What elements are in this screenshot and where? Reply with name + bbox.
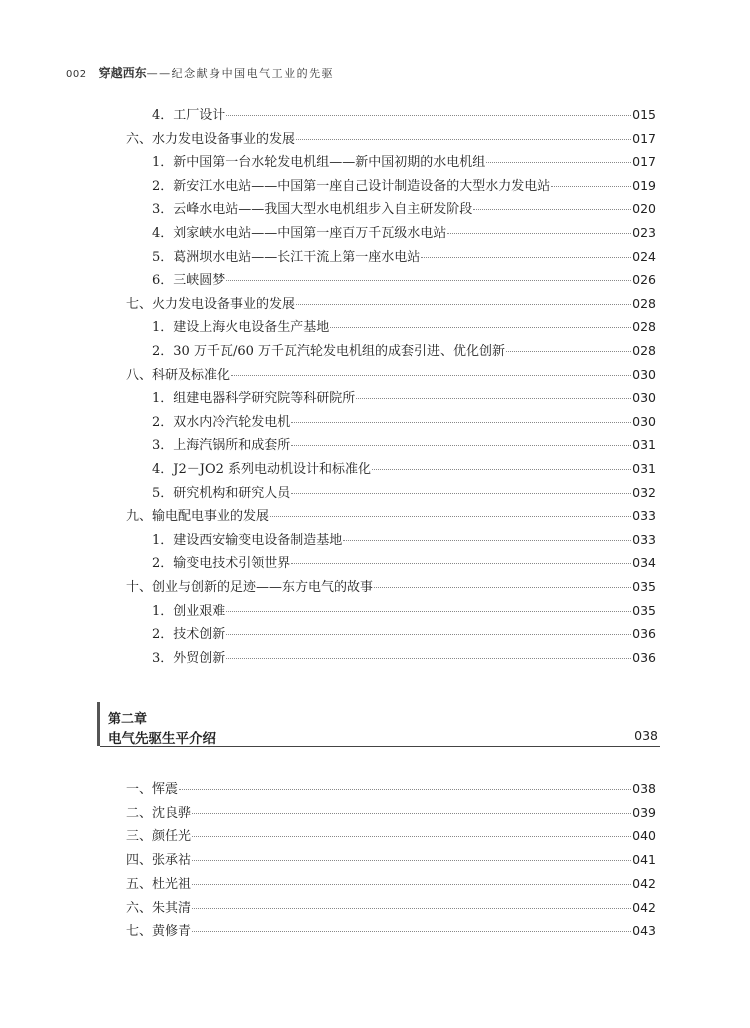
toc-entry-page: 038 — [632, 781, 656, 796]
toc-entry-page: 042 — [632, 875, 656, 891]
dot-leader — [473, 209, 631, 210]
dot-leader — [291, 445, 631, 446]
toc-entry-page: 035 — [632, 579, 656, 594]
toc-entry-page: 039 — [632, 804, 656, 820]
toc-entry[interactable] — [152, 603, 656, 619]
toc-entry-label: 3．上海汽锅所和成套所 — [152, 438, 291, 454]
toc-entry[interactable] — [152, 650, 656, 666]
dot-leader — [296, 139, 631, 140]
toc-entry-page: 040 — [632, 828, 656, 844]
toc-entry[interactable] — [126, 131, 656, 147]
toc-entry-page: 028 — [632, 319, 656, 335]
toc-entry-label: 1．建设上海火电设备生产基地 — [152, 320, 330, 336]
toc-entry-label: 4．刘家峡水电站——中国第一座百万千瓦级水电站 — [152, 226, 447, 241]
toc-entry-label: 2．30 万千瓦/60 万千瓦汽轮发电机组的成套引进、优化创新 — [152, 344, 505, 359]
toc-entry-page: 030 — [632, 366, 656, 382]
toc-entry-page: 031 — [632, 437, 656, 453]
toc-entry-page: 033 — [632, 531, 656, 547]
toc-entry-page: 036 — [632, 626, 656, 642]
toc-entry-page: 035 — [632, 602, 656, 618]
toc-entry[interactable] — [152, 485, 656, 501]
chapter-page-number: 038 — [634, 728, 658, 743]
toc-entry-page: 028 — [632, 343, 656, 358]
dot-leader — [179, 789, 631, 790]
dot-leader — [192, 884, 631, 885]
dot-leader — [270, 516, 631, 517]
toc-entry[interactable] — [152, 555, 656, 571]
toc-entry-label: 2．双水内冷汽轮发电机 — [152, 414, 291, 430]
toc-entry-label: 1．组建电器科学研究院等科研院所 — [152, 391, 356, 407]
toc-entry-label: 2．技术创新 — [152, 627, 226, 643]
chapter-heading — [97, 702, 660, 746]
dot-leader — [226, 611, 631, 612]
toc-entry-label: 5．葛洲坝水电站——长江干流上第一座水电站 — [152, 249, 421, 265]
dot-leader — [192, 908, 631, 909]
toc-entry-label: 4．工厂设计 — [152, 108, 226, 123]
running-header — [66, 64, 334, 81]
dot-leader — [374, 587, 631, 588]
toc-entry[interactable] — [152, 178, 656, 194]
toc-entry[interactable] — [126, 579, 656, 595]
toc-entry[interactable] — [126, 805, 656, 821]
dot-leader — [192, 860, 631, 861]
toc-entry-label: 三、颜任光 — [126, 829, 192, 845]
toc-entry-page: 023 — [632, 225, 656, 240]
dot-leader — [296, 304, 631, 305]
toc-entry-page: 015 — [632, 107, 656, 122]
dot-leader — [343, 540, 631, 541]
toc-entry-label: 九、输电配电事业的发展 — [126, 509, 270, 525]
header-book-title: 穿越西东 — [98, 66, 147, 80]
toc-entry[interactable] — [126, 900, 656, 916]
toc-entry-page: 026 — [632, 272, 656, 288]
dot-leader — [291, 493, 631, 494]
toc-entry[interactable] — [152, 225, 656, 241]
toc-entry-page: 031 — [632, 461, 656, 476]
dot-leader — [372, 469, 631, 470]
toc-entry-page: 043 — [632, 923, 656, 939]
toc-entry-label: 一、恽震 — [126, 782, 179, 797]
toc-entry-label: 2．输变电技术引领世界 — [152, 556, 291, 572]
toc-entry[interactable] — [152, 343, 656, 359]
toc-entry-label: 1．创业艰难 — [152, 603, 226, 619]
toc-entry[interactable] — [152, 107, 656, 123]
toc-entry[interactable] — [152, 532, 656, 548]
dot-leader — [291, 563, 631, 564]
toc-entry[interactable] — [152, 201, 656, 217]
toc-entry[interactable] — [152, 390, 656, 406]
toc-entry-label: 八、科研及标准化 — [126, 367, 231, 383]
dot-leader — [356, 398, 631, 399]
toc-entry[interactable] — [152, 414, 656, 430]
dot-leader — [192, 836, 631, 837]
chapter-title: 电气先驱生平介绍 — [108, 731, 216, 747]
header-subtitle: ——纪念献身中国电气工业的先驱 — [146, 67, 335, 80]
toc-entry[interactable] — [152, 626, 656, 642]
toc-entry-page: 042 — [632, 899, 656, 915]
dot-leader — [447, 233, 631, 234]
toc-entry[interactable] — [152, 249, 656, 265]
chapter-rule — [100, 746, 660, 747]
toc-entry-label: 2．新安江水电站——中国第一座自己设计制造设备的大型水力发电站 — [152, 178, 551, 194]
dot-leader — [486, 162, 631, 163]
toc-entry-label: 五、杜光祖 — [126, 876, 192, 892]
toc-entry[interactable] — [126, 508, 656, 524]
toc-entry-label: 十、创业与创新的足迹——东方电气的故事 — [126, 580, 374, 595]
toc-entry[interactable] — [152, 437, 656, 453]
toc-entry[interactable] — [152, 319, 656, 335]
dot-leader — [226, 634, 631, 635]
toc-entry-label: 6．三峡圆梦 — [152, 273, 226, 289]
dot-leader — [291, 422, 631, 423]
toc-entry-label: 七、火力发电设备事业的发展 — [126, 296, 296, 312]
toc-entry-label: 1．建设西安输变电设备制造基地 — [152, 532, 343, 548]
toc-entry[interactable] — [126, 876, 656, 892]
dot-leader — [421, 257, 631, 258]
dot-leader — [506, 351, 631, 352]
toc-entry[interactable] — [126, 828, 656, 844]
toc-entry-label: 六、水力发电设备事业的发展 — [126, 131, 296, 147]
toc-entry-label: 5．研究机构和研究人员 — [152, 485, 291, 501]
toc-entry-label: 4．J2－JO2 系列电动机设计和标准化 — [152, 462, 372, 477]
toc-entry[interactable] — [126, 296, 656, 312]
toc-entry[interactable] — [126, 781, 656, 797]
toc-entry[interactable] — [152, 154, 656, 170]
toc-entry-page: 019 — [632, 177, 656, 193]
toc-entry-page: 017 — [632, 154, 656, 170]
toc-entry-page: 030 — [632, 390, 656, 406]
toc-entry-label: 六、朱其清 — [126, 900, 192, 916]
toc-entry-page: 034 — [632, 555, 656, 571]
toc-entry-label: 二、沈良骅 — [126, 805, 192, 821]
chapter-number: 第二章 — [108, 712, 148, 727]
toc-entry-page: 032 — [632, 484, 656, 500]
toc-entry[interactable] — [126, 367, 656, 383]
dot-leader — [551, 186, 631, 187]
toc-entry[interactable] — [152, 461, 656, 477]
toc-entry-page: 030 — [632, 413, 656, 429]
toc-entry-page: 024 — [632, 248, 656, 264]
toc-entry-page: 017 — [632, 130, 656, 146]
toc-entry-label: 四、张承祜 — [126, 853, 192, 869]
toc-entry[interactable] — [126, 923, 656, 939]
toc-entry-label: 3．云峰水电站——我国大型水电机组步入自主研发阶段 — [152, 202, 473, 218]
toc-entry-page: 041 — [632, 852, 656, 868]
toc-entry-label: 1．新中国第一台水轮发电机组——新中国初期的水电机组 — [152, 155, 486, 171]
toc-entry[interactable] — [152, 272, 656, 288]
dot-leader — [330, 327, 631, 328]
dot-leader — [231, 375, 631, 376]
toc-entry-page: 033 — [632, 508, 656, 524]
toc-entry-page: 028 — [632, 295, 656, 311]
toc-entry-page: 036 — [632, 649, 656, 665]
dot-leader — [192, 931, 631, 932]
header-page-number: 002 — [66, 69, 87, 80]
dot-leader — [192, 813, 631, 814]
toc-entry-page: 020 — [632, 201, 656, 217]
toc-entry[interactable] — [126, 852, 656, 868]
dot-leader — [226, 280, 631, 281]
toc-entry-label: 七、黄修青 — [126, 924, 192, 940]
toc-entry-label: 3．外贸创新 — [152, 650, 226, 666]
dot-leader — [226, 115, 631, 116]
dot-leader — [226, 658, 631, 659]
